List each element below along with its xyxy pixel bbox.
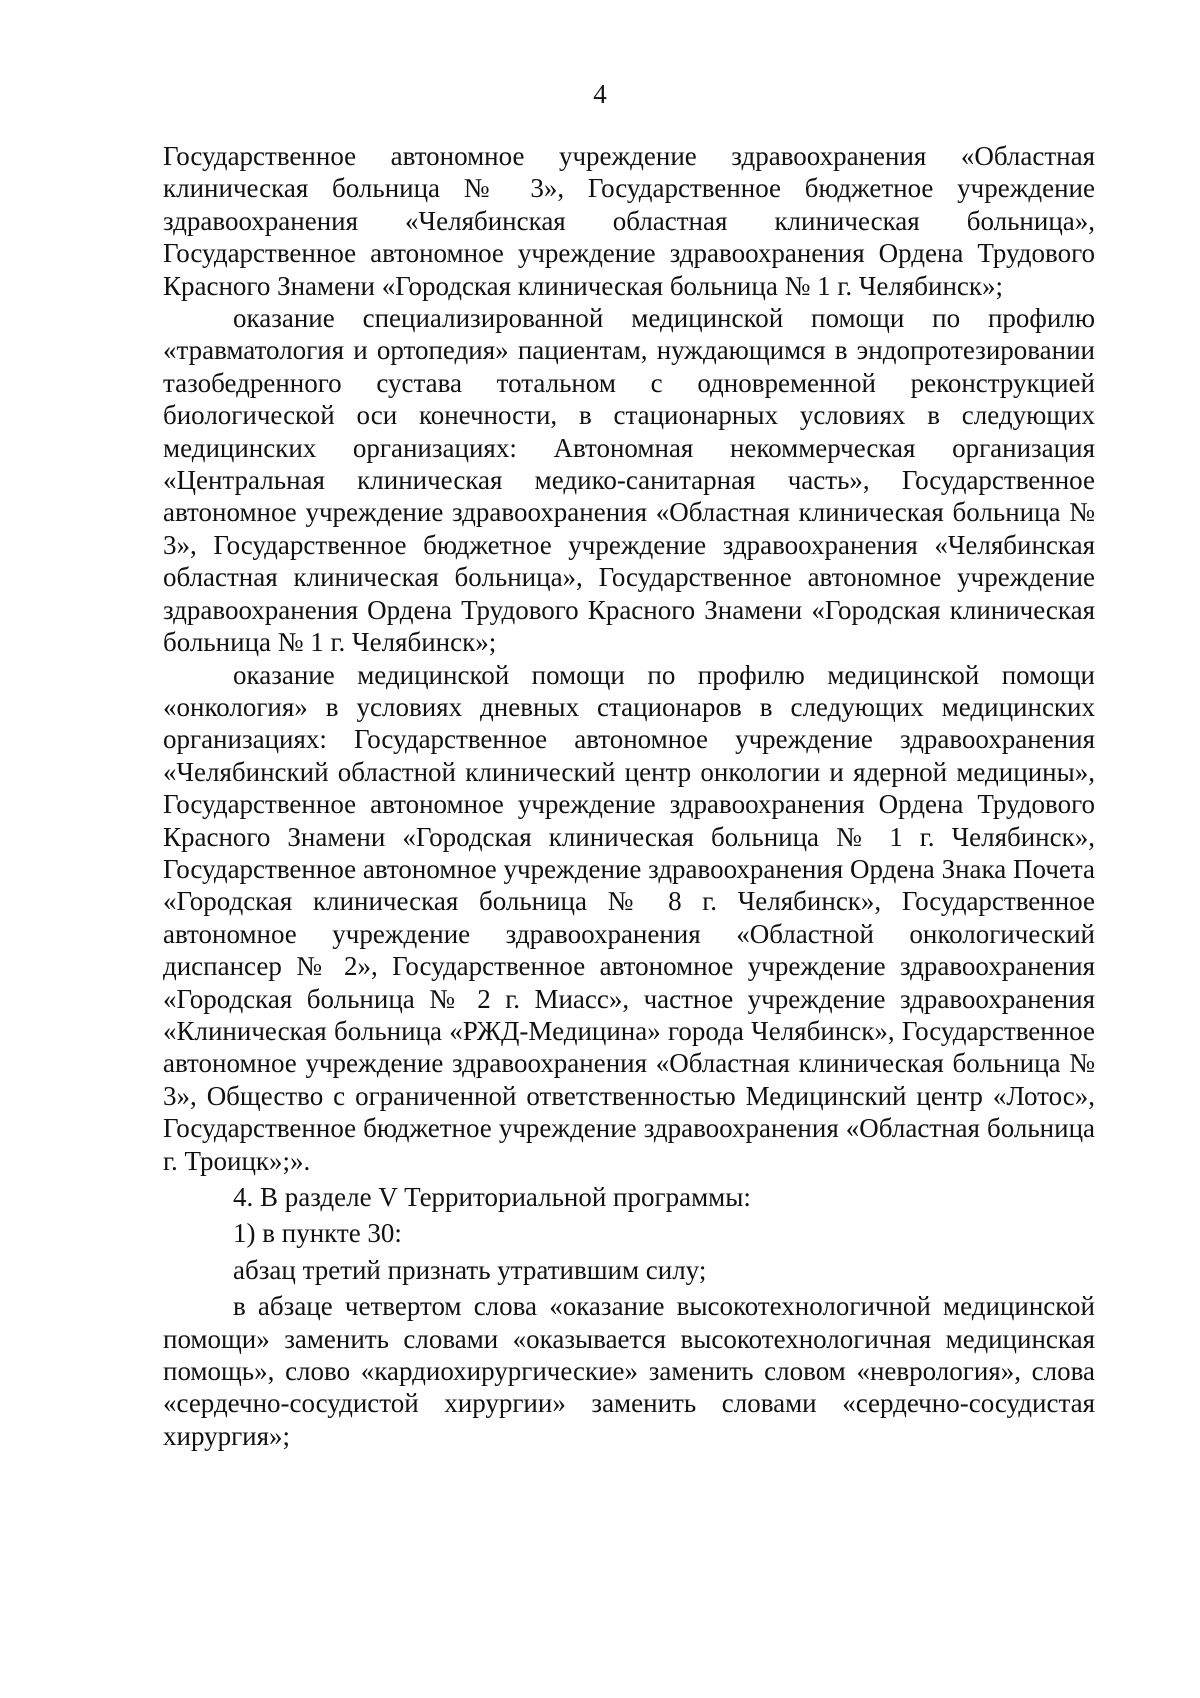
paragraph-section-v: 4. В разделе V Территориальной программы: <box>233 1182 751 1212</box>
document-body <box>163 140 1095 1452</box>
paragraph-point-30: 1) в пункте 30: <box>233 1218 402 1249</box>
page-number: 4 <box>593 79 607 109</box>
paragraph-oncology: оказание медицинской помощи по профилю медицинской помощи «онкология» в условиях дневных стационаров в следующих медицинских организациях: Государственное автономное учреждение здравоохранения «Челябинский областной клинический центр онкологии и ядерной медицины», Государственное автономное учреждение здравоохранения Ордена Трудового Красного Знамени «Городская клиническая больница № 1 г. Челябинск», Государственное автономное учреждение здравоохранения Ордена Знака Почета «Городская клиническая больница № 8 г. Челябинск», Государственное автономное учреждение здравоохранения «Областной онкологический диспансер № 2», Государственное автономное учреждение здравоохранения «Городская больница № 2 г. Миасс», частное учреждение здравоохранения «Клиническая больница «РЖД-Медицина» города Челябинск», Государственное автономное учреждение здравоохранения «Областная клиническая больница № 3», Общество с ограниченной ответственностью Медицинский центр «Лотос», Государственное бюджетное учреждение здравоохранения «Областная больница г. Троицк»;». <box>163 659 1095 1176</box>
paragraph-abzac-4: в абзаце четвертом слова «оказание высокотехнологичной медицинской помощи» заменить словами «оказывается высокотехнологичная медицинская помощь», слово «кардиохирургические» заменить словом «неврология», слова «сердечно-сосудистой хирургии» заменить словами «сердечно-сосудистая хирургия»; <box>163 1291 1095 1451</box>
paragraph-traumatology: оказание специализированной медицинской помощи по профилю «травматология и ортопедия» пациентам, нуждающимся в эндопротезировании тазобедренного сустава тотальном с одновременной реконструкцией биологической оси конечности, в стационарных условиях в следующих медицинских организациях: Автономная некоммерческая организация «Центральная клиническая медико-санитарная часть», Государственное автономное учреждение здравоохранения «Областная клиническая больница № 3», Государственное бюджетное учреждение здравоохранения «Челябинская областная клиническая больница», Государственное автономное учреждение здравоохранения Ордена Трудового Красного Знамени «Городская клиническая больница № 1 г. Челябинск»; <box>163 303 1095 658</box>
paragraph-continuation: Государственное автономное учреждение здравоохранения «Областная клиническая больница № 3», Государственное бюджетное учреждение здравоохранения «Челябинская областная клиническая больница», Государственное автономное учреждение здравоохранения Ордена Трудового Красного Знамени «Городская клиническая больница № 1 г. Челябинск»; <box>163 141 1095 301</box>
paragraph-abzac-3: абзац третий признать утратившим силу; <box>233 1254 707 1285</box>
